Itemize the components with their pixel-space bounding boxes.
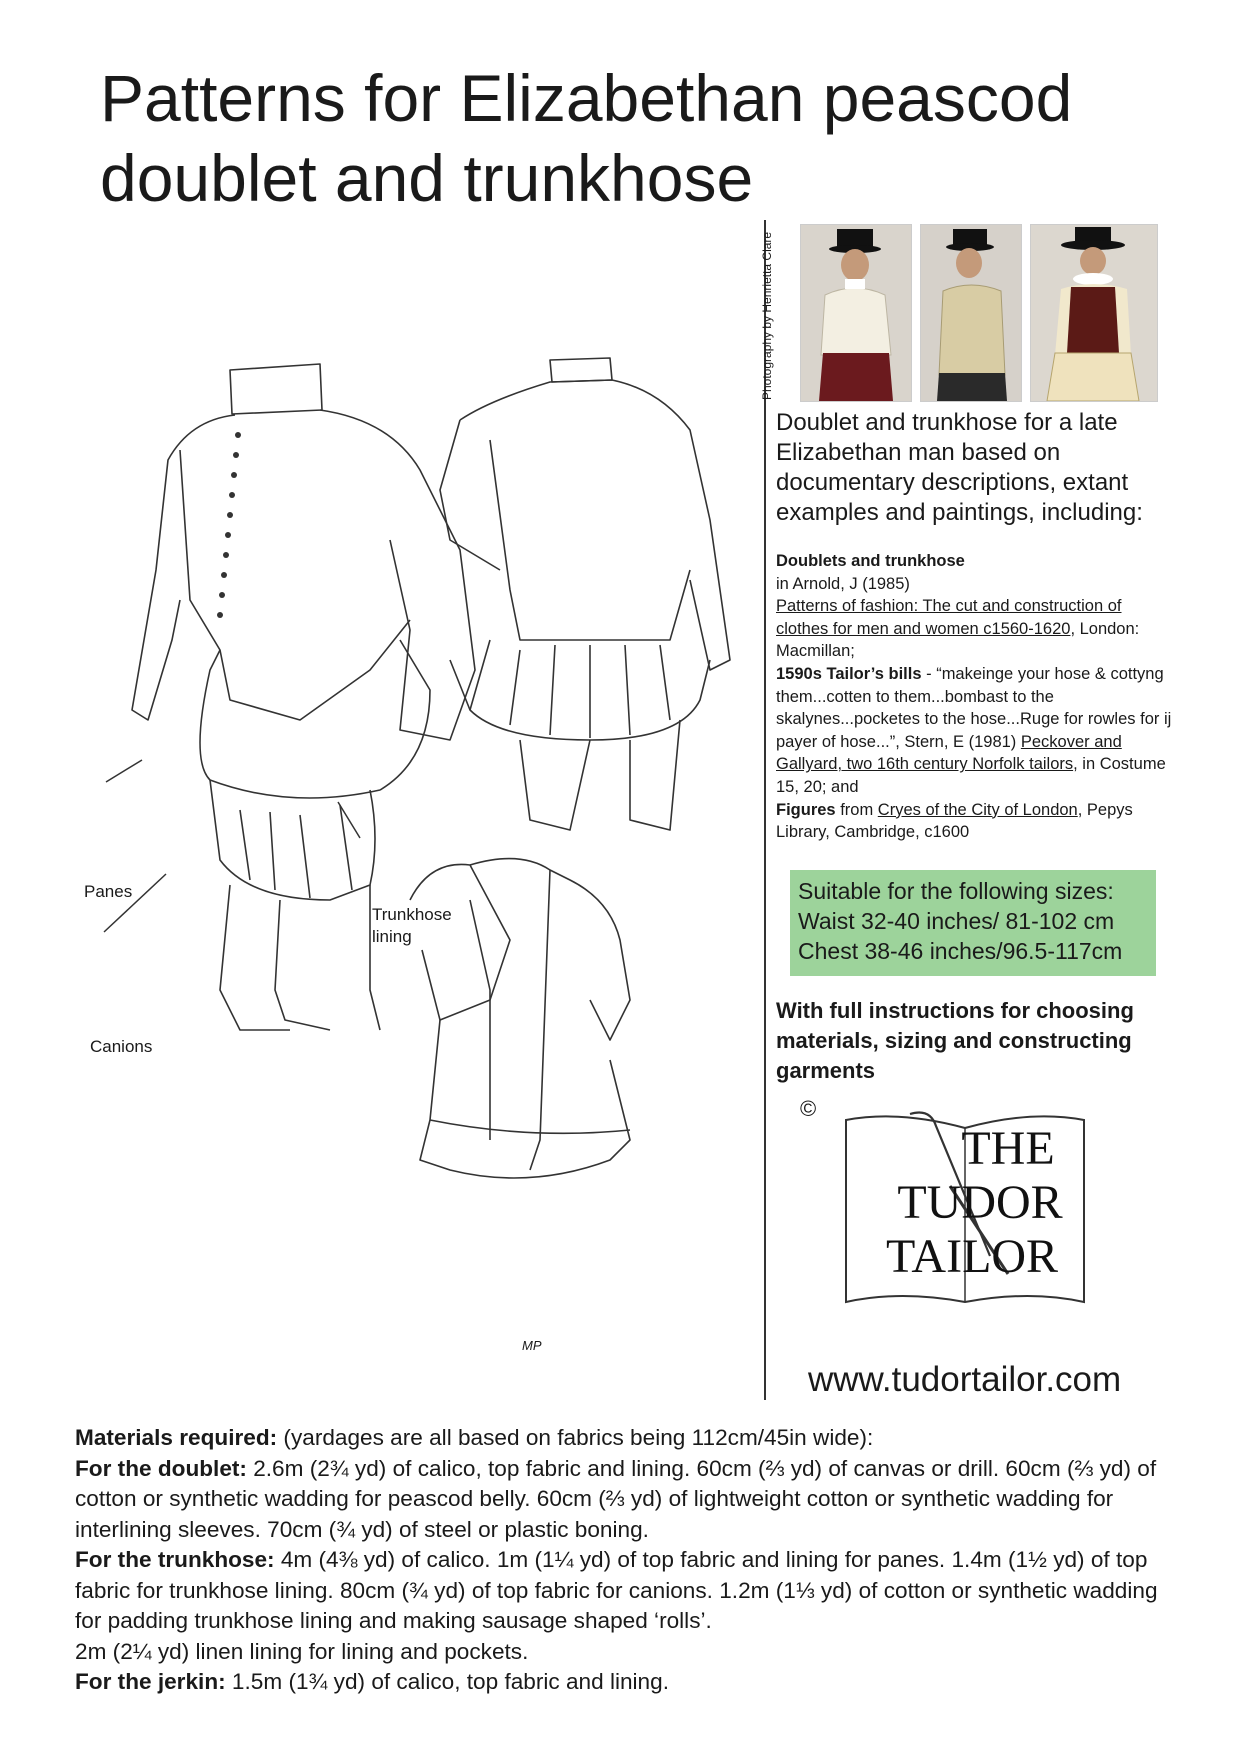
doublet-buttons bbox=[217, 432, 241, 618]
label-trunkhose-lining-line1: Trunkhose bbox=[372, 905, 452, 924]
materials-jerkin-label: For the jerkin: bbox=[75, 1669, 226, 1694]
tudor-tailor-logo bbox=[840, 1106, 1090, 1306]
photo-credit: Photography by Henrietta Clare bbox=[760, 231, 774, 400]
copyright-symbol: © bbox=[800, 1096, 817, 1121]
ref-tailors-bills-heading: 1590s Tailor’s bills bbox=[776, 664, 922, 683]
ref-arnold-title: Patterns of fashion: The cut and construction of clothes for men and women c1560-1620 bbox=[776, 597, 1122, 638]
materials-required bbox=[75, 1423, 1185, 1698]
logo-line-the: THE bbox=[961, 1122, 1055, 1175]
references bbox=[776, 550, 1176, 844]
ref-arnold-publisher: , London: Macmillan; bbox=[776, 619, 1140, 661]
intro-text: Doublet and trunkhose for a late Elizabethan man based on documentary descriptions, extant examples and paintings, including: bbox=[776, 409, 1143, 526]
photo-jerkin bbox=[920, 224, 1022, 402]
materials-heading: Materials required: bbox=[75, 1425, 278, 1450]
garment-illustrations bbox=[70, 340, 760, 1390]
materials-jerkin-text: 1.5m (1¾ yd) of calico, top fabric and lining. bbox=[225, 1669, 669, 1694]
materials-trunkhose-label: For the trunkhose: bbox=[75, 1547, 275, 1572]
label-canions: Canions bbox=[90, 1037, 153, 1056]
ref-tailors-bills-quote: - “makeinge your hose & cottyng them...cotten to them...bombast to the skalynes...pocketes to the hose...Ruge for rowles for ij payer of hose...”, Stern, E (1981) bbox=[776, 664, 1172, 751]
page-title: Patterns for Elizabethan peascod doublet and trunkhose bbox=[100, 61, 1073, 215]
sizes-heading: Suitable for the following sizes: bbox=[798, 878, 1114, 904]
ref-cryes-title: Cryes of the City of London bbox=[877, 800, 1078, 819]
doublet-back-drawing bbox=[440, 358, 730, 830]
materials-linen-text: 2m (2¼ yd) linen lining for lining and pockets. bbox=[75, 1638, 529, 1664]
logo-line-tailor: TAILOR bbox=[885, 1230, 1059, 1283]
ref-arnold: in Arnold, J (1985) bbox=[776, 574, 910, 593]
ref-figures-heading: Figures bbox=[776, 800, 836, 819]
illustrator-signature: MP bbox=[522, 1338, 542, 1353]
photo-doublet bbox=[800, 224, 912, 402]
logo-line-tudor: TUDOR bbox=[897, 1176, 1063, 1229]
instructions-note: With full instructions for choosing materials, sizing and constructing garments bbox=[776, 998, 1134, 1083]
materials-doublet-text: 2.6m (2¾ yd) of calico, top fabric and lining. 60cm (⅔ yd) of canvas or drill. 60cm (⅔ yd) of cotton or synthetic wadding for peascod belly. 60cm (⅔ yd) of lightweight cotton or synthetic wadding for interlining sleeves. 70cm (¾ yd) of steel or plastic boning. bbox=[75, 1455, 1157, 1542]
ref-pepys: , Pepys Library, Cambridge, c1600 bbox=[776, 800, 1133, 842]
materials-heading-note: (yardages are all based on fabrics being 112cm/45in wide): bbox=[277, 1425, 874, 1450]
ref-peckover-title: Peckover and Gallyard, two 16th century Norfolk tailors bbox=[776, 732, 1122, 774]
label-trunkhose-lining-line2: lining bbox=[372, 927, 412, 946]
label-leader-lines bbox=[104, 760, 360, 932]
photo-full-outfit bbox=[1030, 224, 1158, 402]
label-panes: Panes bbox=[84, 882, 133, 901]
doublet-front-drawing bbox=[132, 364, 475, 1030]
materials-trunkhose-text: 4m (4⅜ yd) of calico. 1m (1¼ yd) of top fabric and lining for panes. 1.4m (1½ yd) of top fabric for trunkhose lining. 80cm (¾ yd) of top fabric for canions. 1.2m (1⅓ yd) of cotton or synthetic wadding for padding trunkhose lining and making sausage shaped ‘rolls’. bbox=[75, 1547, 1158, 1633]
sizes-chest: Chest 38-46 inches/96.5-117cm bbox=[798, 938, 1123, 964]
sizes-waist: Waist 32-40 inches/ 81-102 cm bbox=[798, 908, 1115, 934]
ref-doublets-heading: Doublets and trunkhose bbox=[776, 552, 965, 570]
sizes-box bbox=[790, 870, 1156, 976]
website-url: www.tudortailor.com bbox=[808, 1360, 1122, 1399]
ref-costume: , in Costume 15, 20; and bbox=[776, 755, 1166, 796]
materials-doublet-label: For the doublet: bbox=[75, 1455, 247, 1481]
ref-figures-from: from bbox=[835, 800, 878, 819]
